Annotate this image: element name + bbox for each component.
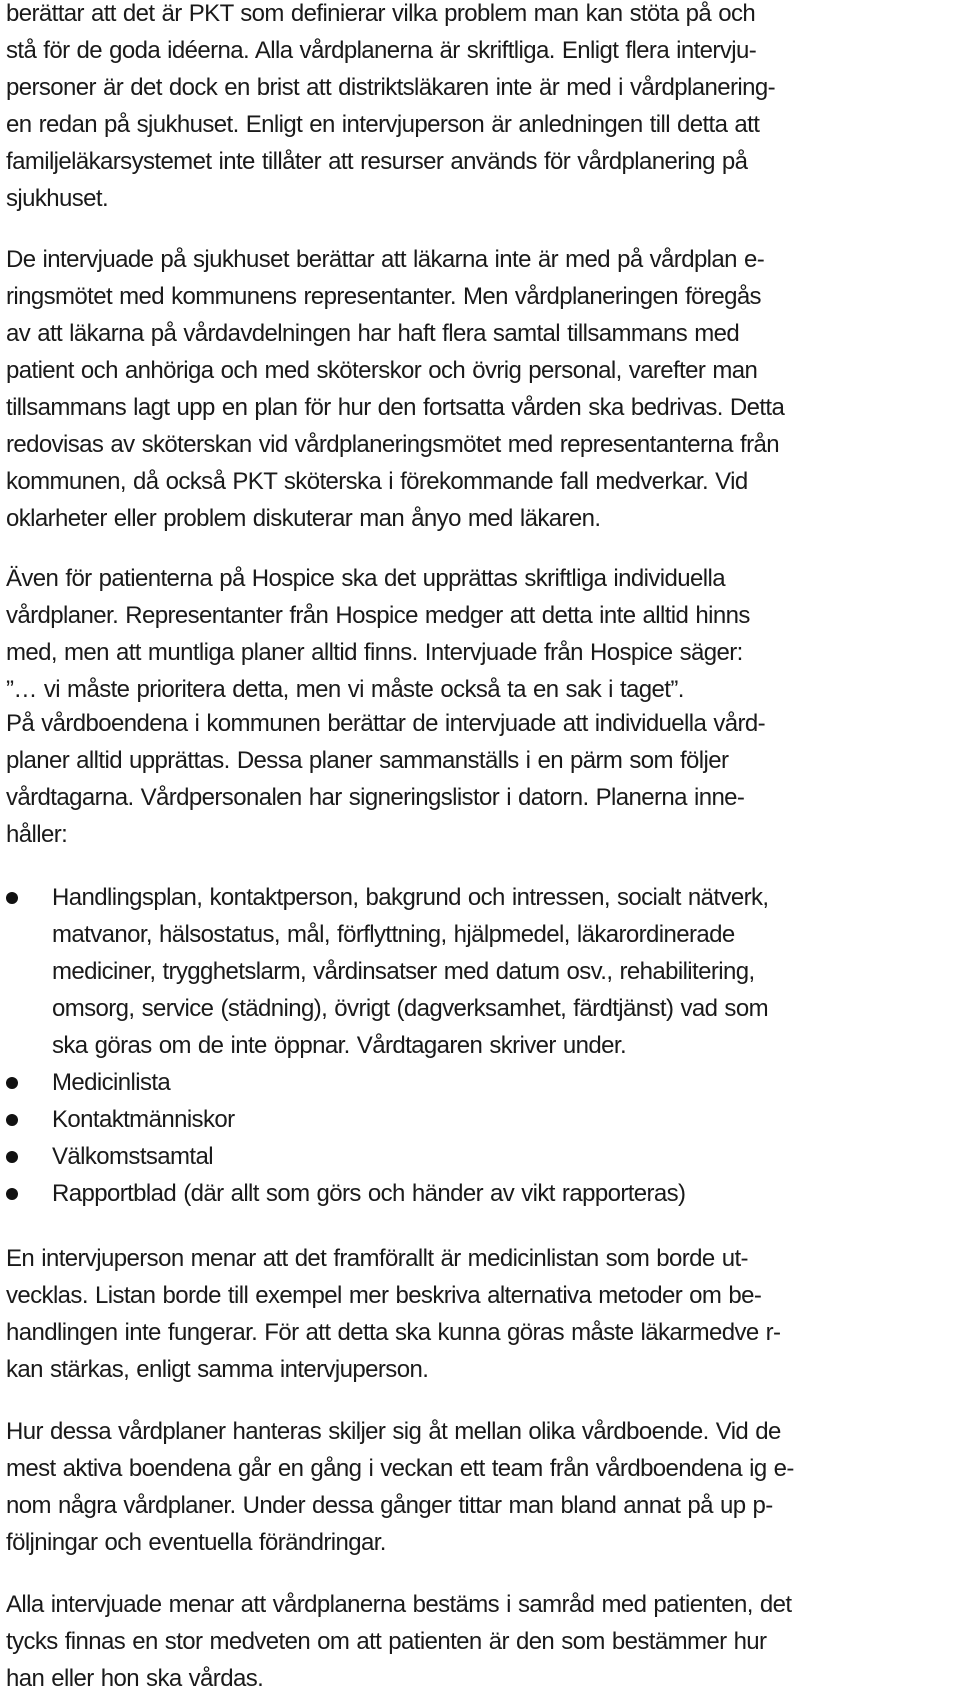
text-line: familjeläkarsystemet inte tillåter att resurser används för vårdplanering på: [6, 148, 748, 175]
text-line: sjukhuset.: [6, 185, 109, 212]
bullet-icon: [6, 1151, 18, 1163]
text-line: tycks finnas en stor medveten om att patienten är den som bestämmer hur: [6, 1628, 767, 1655]
text-line: planer alltid upprättas. Dessa planer sammanställs i en pärm som följer: [6, 747, 729, 774]
text-line: patient och anhöriga och med sköterskor och övrig personal, varefter man: [6, 357, 758, 384]
text-line: personer är det dock en brist att distriktsläkaren inte är med i vårdplanering-: [6, 74, 775, 101]
paragraph-hantering: [6, 1413, 946, 1561]
text-line: ska göras om de inte öppnar. Vårdtagaren skriver under.: [52, 1032, 627, 1059]
paragraph-hospice: [6, 560, 946, 708]
text-line: mest aktiva boendena går en gång i veckan ett team från vårdboendena ig e-: [6, 1455, 794, 1482]
text-line: oklarheter eller problem diskuterar man ånyo med läkaren.: [6, 505, 601, 532]
text-line: redovisas av sköterskan vid vårdplaneringsmötet med representanterna från: [6, 431, 779, 458]
text-line: vecklas. Listan borde till exempel mer beskriva alternativa metoder om be-: [6, 1282, 762, 1309]
text-line: Kontaktmänniskor: [52, 1106, 235, 1133]
text-line: De intervjuade på sjukhuset berättar att läkarna inte är med på vårdplan e-: [6, 246, 765, 273]
paragraph-samrad: [6, 1586, 946, 1697]
text-line: matvanor, hälsostatus, mål, förflyttning, hjälpmedel, läkarordinerade: [52, 921, 735, 948]
text-line: Välkomstsamtal: [52, 1143, 213, 1170]
paragraph-vardplanering-intro: [6, 0, 946, 217]
text-line: Även för patienterna på Hospice ska det upprättas skriftliga individuella: [6, 565, 725, 592]
text-line: En intervjuperson menar att det framförallt är medicinlistan som borde ut-: [6, 1245, 748, 1272]
text-line: ”… vi måste prioritera detta, men vi måste också ta en sak i taget”.: [6, 676, 684, 703]
bullet-icon: [6, 1114, 18, 1126]
text-line: av att läkarna på vårdavdelningen har haft flera samtal tillsammans med: [6, 320, 740, 347]
paragraph-medicinlistan: [6, 1240, 946, 1388]
text-line: kan stärkas, enligt samma intervjuperson.: [6, 1356, 429, 1383]
text-line: vårdplaner. Representanter från Hospice medger att detta inte alltid hinns: [6, 602, 750, 629]
text-line: ringsmötet med kommunens representanter. Men vårdplaneringen föregås: [6, 283, 761, 310]
text-line: handlingen inte fungerar. För att detta ska kunna göras måste läkarmedve r-: [6, 1319, 781, 1346]
list-item: [6, 1175, 946, 1212]
paragraph-vardboendena: [6, 705, 946, 853]
list-item: [6, 1101, 946, 1138]
text-line: omsorg, service (städning), övrigt (dagverksamhet, färdtjänst) vad som: [52, 995, 768, 1022]
text-line: stå för de goda idéerna. Alla vårdplanerna är skriftliga. Enligt flera intervju-: [6, 37, 757, 64]
text-line: nom några vårdplaner. Under dessa gånger tittar man bland annat på up p-: [6, 1492, 773, 1519]
plan-contents-list: [6, 879, 946, 1212]
text-line: vårdtagarna. Vårdpersonalen har signeringslistor i datorn. Planerna inne-: [6, 784, 745, 811]
text-line: Medicinlista: [52, 1069, 171, 1096]
text-line: en redan på sjukhuset. Enligt en intervjuperson är anledningen till detta att: [6, 111, 760, 138]
text-line: han eller hon ska vårdas.: [6, 1665, 264, 1692]
list-item: [6, 1064, 946, 1101]
text-line: följningar och eventuella förändringar.: [6, 1529, 386, 1556]
bullet-icon: [6, 1077, 18, 1089]
text-line: Hur dessa vårdplaner hanteras skiljer sig åt mellan olika vårdboende. Vid de: [6, 1418, 781, 1445]
text-line: berättar att det är PKT som definierar vilka problem man kan stöta på och: [6, 0, 756, 27]
text-line: Handlingsplan, kontaktperson, bakgrund och intressen, socialt nätverk,: [52, 884, 769, 911]
text-line: Alla intervjuade menar att vårdplanerna bestäms i samråd med patienten, det: [6, 1591, 792, 1618]
text-line: Rapportblad (där allt som görs och händer av vikt rapporteras): [52, 1180, 686, 1207]
text-line: På vårdboendena i kommunen berättar de intervjuade att individuella vård-: [6, 710, 766, 737]
list-item: [6, 879, 946, 1064]
text-line: mediciner, trygghetslarm, vårdinsatser med datum osv., rehabilitering,: [52, 958, 755, 985]
paragraph-sjukhuset: [6, 241, 946, 537]
bullet-icon: [6, 1188, 18, 1200]
text-line: tillsammans lagt upp en plan för hur den fortsatta vården ska bedrivas. Detta: [6, 394, 785, 421]
list-item: [6, 1138, 946, 1175]
text-line: med, men att muntliga planer alltid finns. Intervjuade från Hospice säger:: [6, 639, 743, 666]
text-line: håller:: [6, 821, 68, 848]
text-line: kommunen, då också PKT sköterska i förekommande fall medverkar. Vid: [6, 468, 748, 495]
bullet-icon: [6, 892, 18, 904]
